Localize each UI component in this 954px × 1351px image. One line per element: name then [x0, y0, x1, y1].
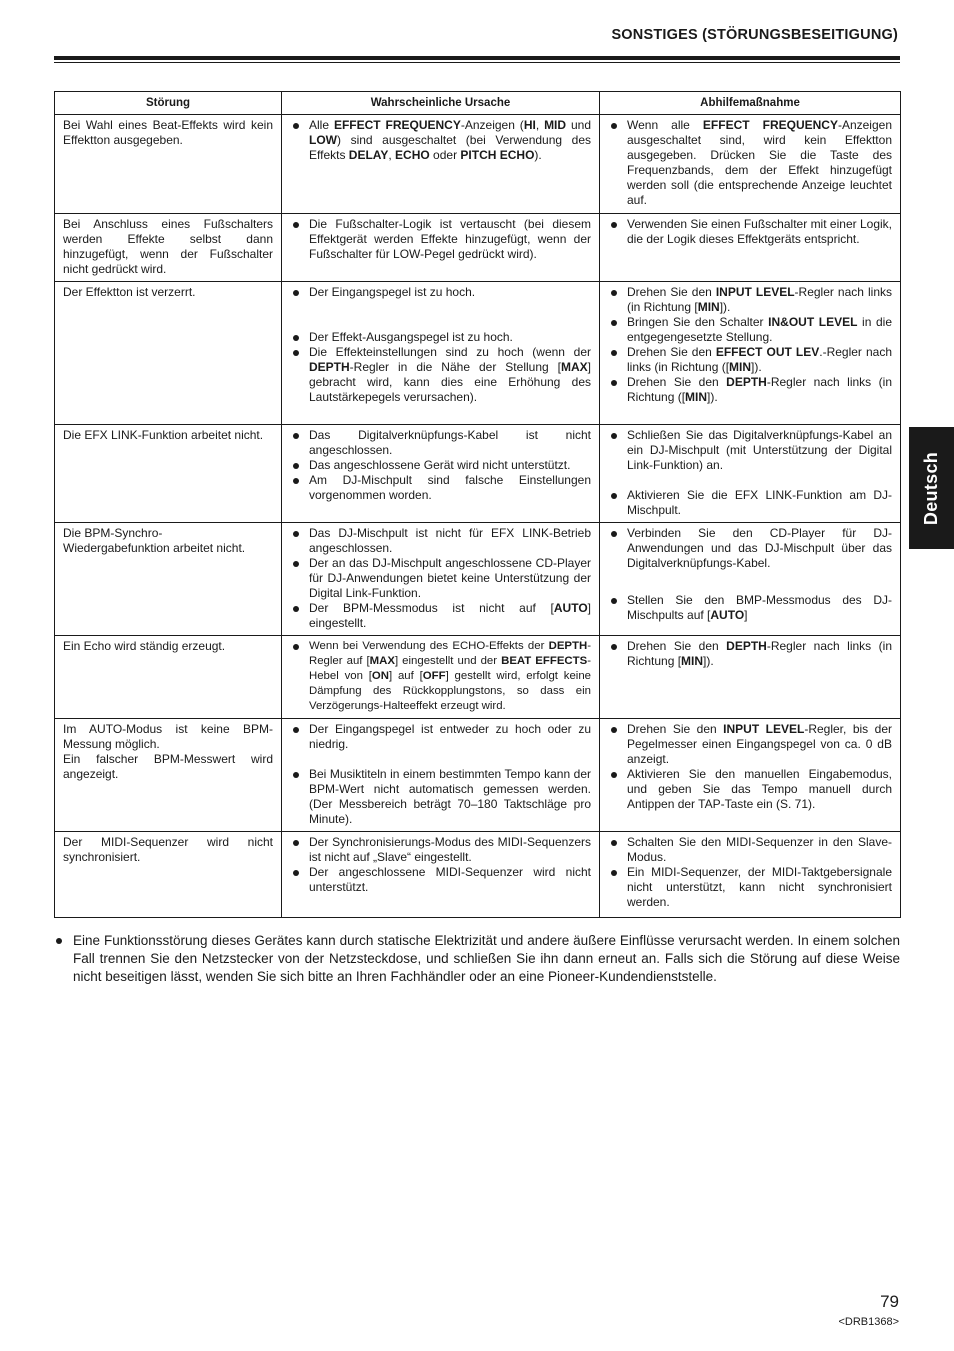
cause-item: Der Eingangspegel ist zu hoch. [290, 285, 591, 300]
table-row [55, 115, 901, 214]
table-row [55, 636, 901, 719]
remedy-item: Schalten Sie den MIDI-Sequenzer in den Slave-Modus. [608, 835, 892, 865]
column-header-problem: Störung [55, 92, 282, 115]
column-header-remedy: Abhilfemaßnahme [600, 92, 901, 115]
remedy-cell [600, 832, 901, 918]
cause-cell [282, 832, 600, 918]
problem-cell: Der MIDI-Sequenzer wird nicht synchronisiert. [55, 832, 282, 918]
cause-item: Alle EFFECT FREQUENCY-Anzeigen (HI, MID und LOW) sind ausgeschaltet (bei Verwendung des Effekts DELAY, ECHO oder PITCH ECHO). [290, 118, 591, 163]
remedy-cell [600, 719, 901, 832]
remedy-item: Drehen Sie den DEPTH-Regler nach links (in Richtung ([MIN]). [608, 375, 892, 405]
remedy-item: Aktivieren Sie die EFX LINK-Funktion am DJ-Mischpult. [608, 488, 892, 518]
remedy-item: Aktivieren Sie den manuellen Eingabemodus, und geben Sie das Tempo manuell durch Antippen der TAP-Taste ein (S. 71). [608, 767, 892, 812]
remedy-cell [600, 636, 901, 719]
language-tab [909, 427, 954, 549]
cause-item: Der an das DJ-Mischpult angeschlossene CD-Player für DJ-Anwendungen bietet keine Unterstützung der Digital Link-Funktion. [290, 556, 591, 601]
cause-item: Bei Musiktiteln in einem bestimmten Tempo kann der BPM-Wert nicht automatisch gemessen werden. (Der Messbereich beträgt 70–180 Taktschläge pro Minute). [290, 767, 591, 827]
remedy-item: Drehen Sie den DEPTH-Regler nach links (in Richtung [MIN]). [608, 639, 892, 669]
problem-cell: Bei Anschluss eines Fußschalters werden Effekte selbst dann hinzugefügt, wenn der Fußschalter nicht gedrückt wird. [55, 214, 282, 282]
remedy-item: Stellen Sie den BMP-Messmodus des DJ-Mischpults auf [AUTO] [608, 593, 892, 623]
problem-cell: Der Effektton ist verzerrt. [55, 282, 282, 425]
remedy-item: Verwenden Sie einen Fußschalter mit einer Logik, die der Logik dieses Effektgeräts entspricht. [608, 217, 892, 247]
remedy-item: Ein MIDI-Sequenzer, der MIDI-Taktgebersignale nicht unterstützt, kann nicht synchronisiert werden. [608, 865, 892, 910]
troubleshooting-table [54, 91, 901, 918]
remedy-item: Schließen Sie das Digitalverknüpfungs-Kabel an ein DJ-Mischpult (mit Unterstützung der Digital Link-Funktion) an. [608, 428, 892, 473]
remedy-item: Drehen Sie den INPUT LEVEL-Regler nach links (in Richtung [MIN]). [608, 285, 892, 315]
cause-item: Am DJ-Mischpult sind falsche Einstellungen vorgenommen worden. [290, 473, 591, 503]
remedy-cell [600, 115, 901, 214]
table-row [55, 523, 901, 636]
problem-cell: Die BPM-Synchro- Wiedergabefunktion arbeitet nicht. [55, 523, 282, 636]
remedy-item: Bringen Sie den Schalter IN&OUT LEVEL in die entgegengesetzte Stellung. [608, 315, 892, 345]
cause-cell [282, 115, 600, 214]
language-tab-label: Deutsch [921, 451, 941, 525]
remedy-item: Drehen Sie den EFFECT OUT LEV.-Regler nach links (in Richtung ([MIN]). [608, 345, 892, 375]
footnote: Eine Funktionsstörung dieses Gerätes kann durch statische Elektrizität und andere äußere Einflüsse verursacht werden. In einem solchen Fall trennen Sie den Netzstecker von der Netzsteckdose, und schließen Sie ihn dann erneut an. Falls sich die Störung auf diese Weise nicht beseitigen lässt, wenden Sie sich bitte an Ihren Fachhändler oder an eine Pioneer-Kundendienststelle. [54, 932, 900, 986]
cause-cell [282, 719, 600, 832]
cause-item: Der Synchronisierungs-Modus des MIDI-Sequenzers ist nicht auf „Slave“ eingestellt. [290, 835, 591, 865]
cause-item: Das angeschlossene Gerät wird nicht unterstützt. [290, 458, 591, 473]
remedy-item: Wenn alle EFFECT FREQUENCY-Anzeigen ausgeschaltet sind, wird kein Effektton ausgegeben. Drücken Sie die Taste des Frequenzbands, dem der Effekt hinzugefügt werden soll (die entsprechende Anzeige leuchtet auf. [608, 118, 892, 208]
problem-cell: Bei Wahl eines Beat-Effekts wird kein Effektton ausgegeben. [55, 115, 282, 214]
table-row [55, 282, 901, 425]
cause-item: Der Effekt-Ausgangspegel ist zu hoch. [290, 330, 591, 345]
remedy-cell [600, 214, 901, 282]
table-row [55, 425, 901, 523]
cause-cell [282, 214, 600, 282]
remedy-item: Drehen Sie den INPUT LEVEL-Regler, bis der Pegelmesser einen Eingangspegel von ca. 0 dB anzeigt. [608, 722, 892, 767]
cause-cell [282, 282, 600, 425]
cause-cell [282, 523, 600, 636]
cause-item: Das Digitalverknüpfungs-Kabel ist nicht angeschlossen. [290, 428, 591, 458]
table-row [55, 719, 901, 832]
cause-item: Die Fußschalter-Logik ist vertauscht (bei diesem Effektgerät werden Effekte hinzugefügt, wenn der Fußschalter für LOW-Pegel gedrückt wird). [290, 217, 591, 262]
cause-cell [282, 636, 600, 719]
cause-item: Das DJ-Mischpult ist nicht für EFX LINK-Betrieb angeschlossen. [290, 526, 591, 556]
remedy-item: Verbinden Sie den CD-Player für DJ-Anwendungen und das DJ-Mischpult über das Digitalverknüpfungs-Kabel. [608, 526, 892, 571]
header-rule-thick [54, 56, 900, 60]
cause-item: Die Effekteinstellungen sind zu hoch (wenn der DEPTH-Regler in die Nähe der Stellung [MAX] gebracht wird, kann dies eine Erhöhung des Lautstärkepegels verursachen). [290, 345, 591, 405]
remedy-cell [600, 523, 901, 636]
header-rule-thin [54, 62, 900, 63]
column-header-cause: Wahrscheinliche Ursache [282, 92, 600, 115]
cause-item: Wenn bei Verwendung des ECHO-Effekts der DEPTH-Regler auf [MAX] eingestellt und der BEAT EFFECTS-Hebel von [ON] auf [OFF] gestellt wird, erfolgt keine Dämpfung des Rückkopplungstons, so dass ein Verzögerungs-Halteeffekt erzeugt wird. [290, 639, 591, 714]
remedy-cell [600, 282, 901, 425]
table-row [55, 832, 901, 918]
document-code: <DRB1368> [838, 1316, 899, 1328]
section-title: SONSTIGES (STÖRUNGSBESEITIGUNG) [611, 27, 898, 43]
page-number: 79 [880, 1292, 899, 1311]
table-header-row [55, 92, 901, 115]
remedy-cell [600, 425, 901, 523]
problem-cell: Die EFX LINK-Funktion arbeitet nicht. [55, 425, 282, 523]
problem-cell: Ein Echo wird ständig erzeugt. [55, 636, 282, 719]
cause-item: Der angeschlossene MIDI-Sequenzer wird nicht unterstützt. [290, 865, 591, 895]
table-row [55, 214, 901, 282]
cause-item: Der Eingangspegel ist entweder zu hoch oder zu niedrig. [290, 722, 591, 752]
cause-item: Der BPM-Messmodus ist nicht auf [AUTO] eingestellt. [290, 601, 591, 631]
problem-cell: Im AUTO-Modus ist keine BPM-Messung möglich. Ein falscher BPM-Messwert wird angezeigt. [55, 719, 282, 832]
cause-cell [282, 425, 600, 523]
